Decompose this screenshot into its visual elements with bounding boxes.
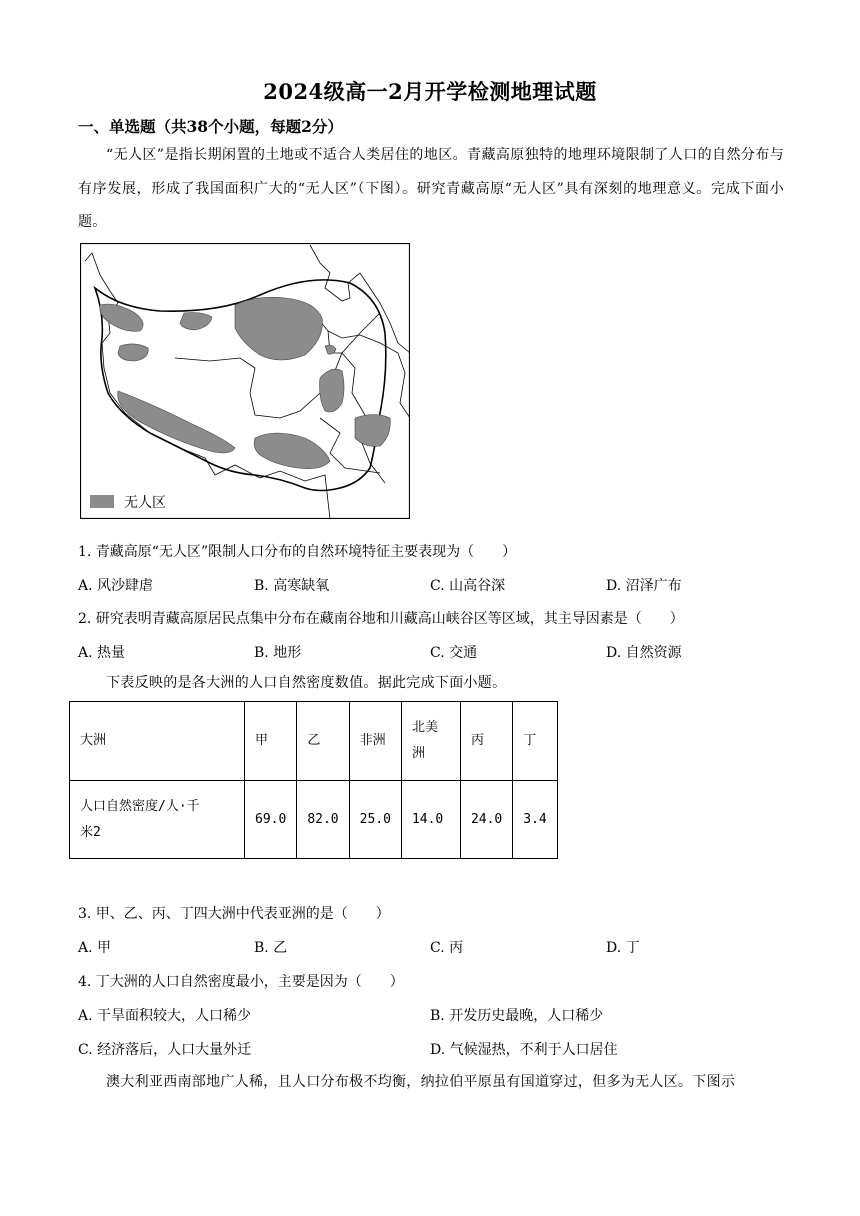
- table-header-cell: 丁: [513, 702, 557, 781]
- question-1-option-b[interactable]: B. 高寒缺氧: [254, 578, 330, 594]
- question-2-option-c[interactable]: C. 交通: [430, 645, 478, 661]
- table-header-cell: 非洲: [349, 702, 401, 781]
- question-1-option-d[interactable]: D. 沼泽广布: [606, 578, 682, 594]
- table-cell: 69.0: [245, 781, 297, 859]
- question-4-option-b[interactable]: B. 开发历史最晚，人口稀少: [430, 1008, 604, 1024]
- question-4-option-a[interactable]: A. 干旱面积较大，人口稀少: [78, 1008, 252, 1024]
- legend-swatch: [90, 495, 114, 508]
- table-cell: 24.0: [460, 781, 512, 859]
- table-header-row: [70, 702, 558, 781]
- population-density-table: [69, 701, 558, 859]
- table-header-cell: 丙: [460, 702, 512, 781]
- exam-title: 2024级高一2月开学检测地理试题: [263, 79, 597, 104]
- question-1-stem: 1. 青藏高原“无人区”限制人口分布的自然环境特征主要表现为（ ）: [78, 544, 517, 560]
- question-2-option-a[interactable]: A. 热量: [78, 645, 126, 661]
- question-4-option-d[interactable]: D. 气候湿热，不利于人口居住: [430, 1042, 618, 1058]
- question-3-stem: 3. 甲、乙、丙、丁四大洲中代表亚洲的是（ ）: [78, 906, 390, 922]
- question-3-option-c[interactable]: C. 丙: [430, 940, 464, 956]
- question-1-option-a[interactable]: A. 风沙肆虐: [78, 578, 154, 594]
- passage-no-man-land: “无人区”是指长期闲置的土地或不适合人类居住的地区。青藏高原独特的地理环境限制了人口的自然分布与有序发展，形成了我国面积广大的“无人区”（下图）。研究青藏高原“无人区”具有深刻的地理意义。完成下面小题。: [78, 147, 784, 230]
- table-cell: 3.4: [513, 781, 557, 859]
- passage-australia: 澳大利亚西南部地广人稀，且人口分布极不均衡，纳拉伯平原虽有国道穿过，但多为无人区。下图示: [106, 1074, 736, 1090]
- no-man-land-zone: [320, 369, 344, 412]
- table-cell: 14.0: [401, 781, 460, 859]
- table-header-cell: 甲: [245, 702, 297, 781]
- question-1-option-c[interactable]: C. 山高谷深: [430, 578, 506, 594]
- question-3-option-b[interactable]: B. 乙: [254, 940, 288, 956]
- passage-density-table: 下表反映的是各大洲的人口自然密度数值。据此完成下面小题。: [106, 675, 507, 691]
- table-cell: 25.0: [349, 781, 401, 859]
- table-row-label: 人口自然密度/人·千 米2: [70, 781, 245, 859]
- question-2-option-d[interactable]: D. 自然资源: [606, 645, 682, 661]
- question-3-option-d[interactable]: D. 丁: [606, 940, 640, 956]
- question-4-option-c[interactable]: C. 经济落后，人口大量外迁: [78, 1042, 252, 1058]
- table-header-cell: 北美 洲: [401, 702, 460, 781]
- map-frame: [81, 244, 410, 519]
- question-2-stem: 2. 研究表明青藏高原居民点集中分布在藏南谷地和川藏高山峡谷区等区域，其主导因素是（ ）: [78, 611, 684, 627]
- table-cell: 82.0: [297, 781, 349, 859]
- table-header-label: 大洲: [70, 702, 245, 781]
- question-4-stem: 4. 丁大洲的人口自然密度最小，主要是因为（ ）: [78, 974, 404, 990]
- table-value-row: [70, 781, 558, 859]
- tibet-no-man-land-map: [80, 243, 410, 519]
- question-2-option-b[interactable]: B. 地形: [254, 645, 302, 661]
- section-heading: 一、单选题（共38个小题，每题2分）: [78, 117, 343, 136]
- legend-label: 无人区: [124, 495, 166, 511]
- question-3-option-a[interactable]: A. 甲: [78, 940, 112, 956]
- table-header-cell: 乙: [297, 702, 349, 781]
